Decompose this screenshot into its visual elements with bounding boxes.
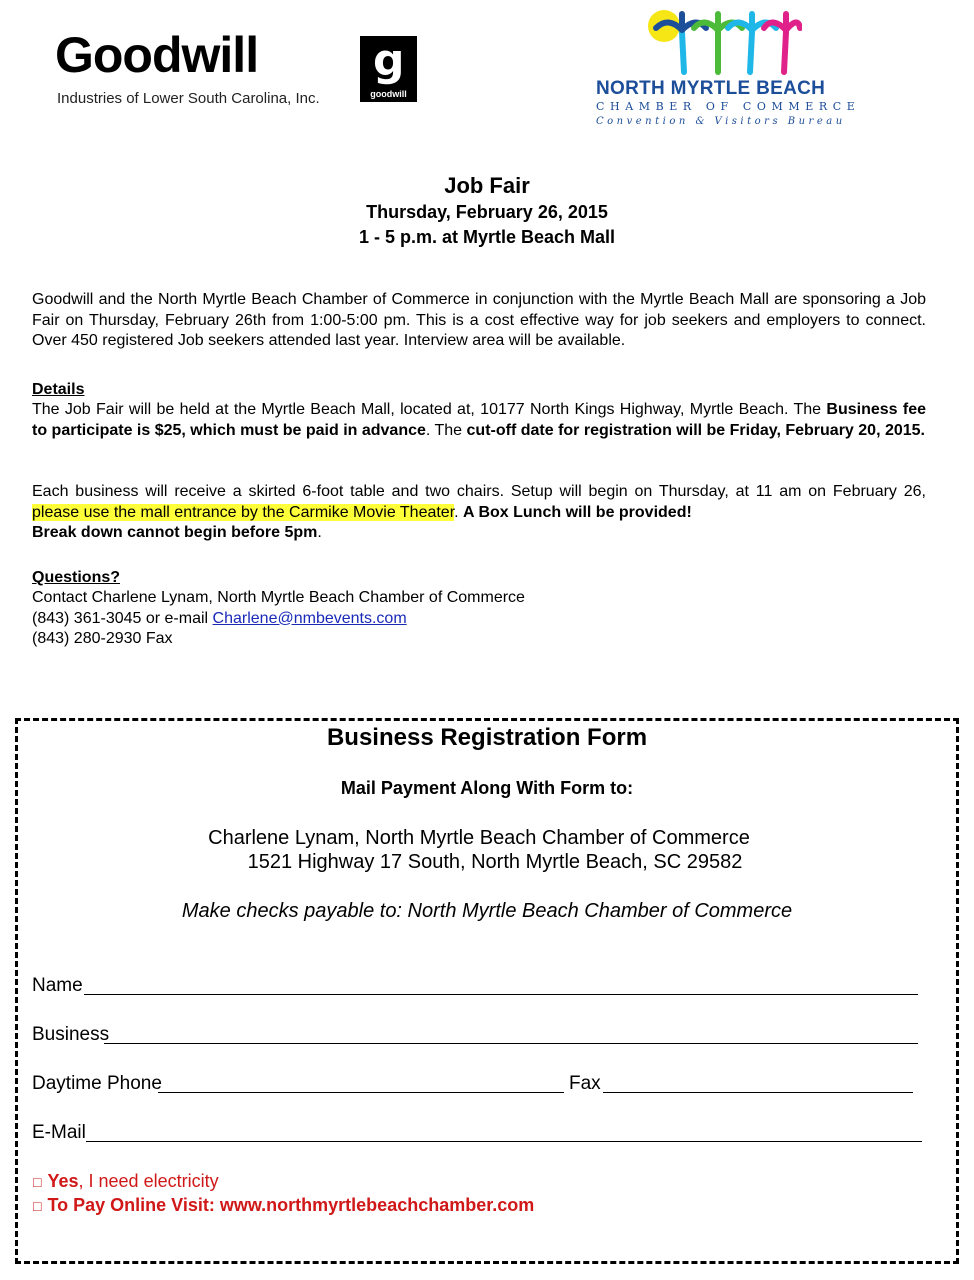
email-label: E-Mail [32, 1122, 86, 1143]
goodwill-logo [55, 27, 425, 110]
checkbox-icon[interactable]: □ [33, 1198, 42, 1214]
contact-block: Contact Charlene Lynam, North Myrtle Beach Chamber of Commerce (843) 361-3045 or e-mail Charlene@nmbevents.com (843) 280-2930 Fax [32, 589, 525, 647]
palm-trees-icon [642, 6, 802, 78]
nmb-name: NORTH MYRTLE BEACH [596, 78, 826, 99]
name-label: Name [32, 975, 83, 996]
page-title: Job Fair [444, 173, 530, 198]
mail-address-line2: 1521 Highway 17 South, North Myrtle Beach, SC 29582 [247, 851, 743, 873]
nmb-chamber: CHAMBER OF COMMERCE [596, 100, 861, 113]
form-title: Business Registration Form [326, 724, 648, 751]
questions-heading: Questions? [32, 569, 121, 586]
goodwill-mark-text: goodwill [370, 89, 407, 99]
event-date: Thursday, February 26, 2015 [366, 202, 608, 222]
mail-heading: Mail Payment Along With Form to: [340, 778, 634, 798]
business-field[interactable] [104, 1043, 918, 1044]
nmb-chamber-logo [594, 6, 861, 127]
details-paragraph: The Job Fair will be held at the Myrtle Beach Mall, located at, 10177 North Kings Highway, Myrtle Beach. The Business fee to participate is $25, which must be paid in advance. The cut-off date for registration will be Friday, February 20, 2015. [32, 401, 927, 439]
daytime-phone-field[interactable] [158, 1092, 564, 1093]
fax-field[interactable] [603, 1092, 913, 1093]
goodwill-subtitle: Industries of Lower South Carolina, Inc. [57, 90, 320, 107]
email-link[interactable]: Charlene@nmbevents.com [212, 609, 407, 627]
mail-address-line1: Charlene Lynam, North Myrtle Beach Chamber of Commerce [208, 827, 750, 849]
checkbox-icon[interactable]: □ [33, 1174, 42, 1190]
business-label: Business [32, 1024, 110, 1045]
intro-paragraph: Goodwill and the North Myrtle Beach Chamber of Commerce in conjunction with the Myrtle Beach Mall are sponsoring a Job Fair on Thursday, February 26th from 1:00-5:00 pm. This is a cost effective way for job seekers and employers to connect. Over 450 registered Job seekers attended last year. Interview area will be available. [32, 291, 926, 349]
fax-label: Fax [569, 1073, 601, 1094]
pay-online-option[interactable]: □ To Pay Online Visit: www.northmyrtlebeachchamber.com [33, 1195, 535, 1215]
nmb-cvb: Convention & Visitors Bureau [596, 116, 846, 127]
electricity-option[interactable]: □ Yes, I need electricity [33, 1171, 219, 1191]
goodwill-wordmark: Goodwill [55, 27, 259, 83]
name-field[interactable] [84, 994, 918, 995]
goodwill-smiling-g-icon: g goodwill [360, 36, 417, 102]
email-field[interactable] [86, 1141, 922, 1142]
entrance-highlight: please use the mall entrance by the Carmike Movie Theater [32, 503, 455, 521]
setup-paragraph: Each business will receive a skirted 6-foot table and two chairs. Setup will begin on Thursday, at 11 am on February 26, please use the mall entrance by the Carmike Movie Theater. A Box Lunch will be provided! Break down cannot begin before 5pm. [32, 483, 926, 541]
details-heading: Details [32, 381, 85, 398]
daytime-phone-label: Daytime Phone [32, 1073, 162, 1094]
event-time-place: 1 - 5 p.m. at Myrtle Beach Mall [358, 227, 616, 247]
checks-payable: Make checks payable to: North Myrtle Beach Chamber of Commerce [181, 900, 793, 922]
